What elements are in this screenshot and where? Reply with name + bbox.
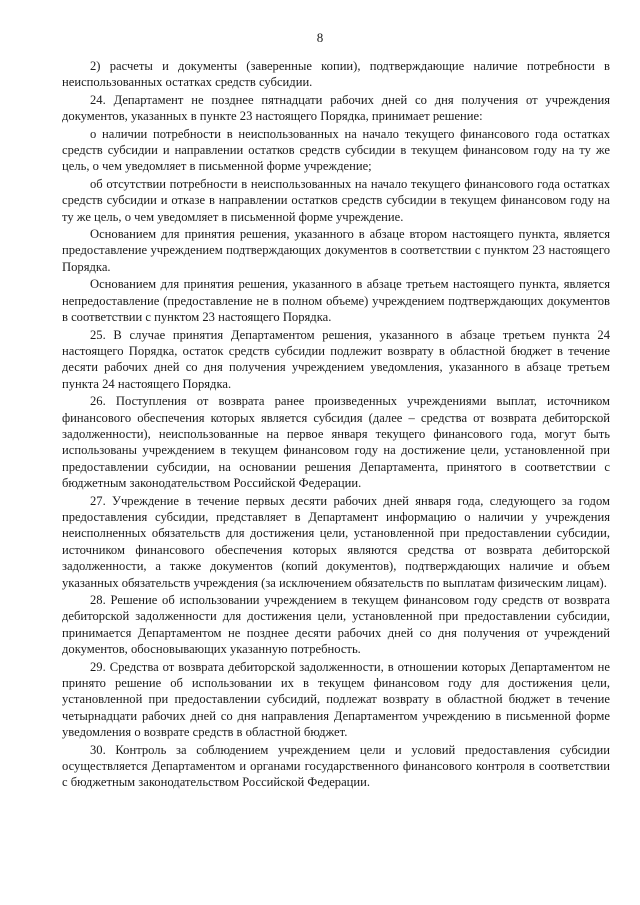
paragraph-clause-24-decision-need: о наличии потребности в неиспользованных на начало текущего финансового года остатках средств субсидии и направлении остатков средств субсидии в текущем финансовом году на ту же цель, о чем уведомляет в письменной форме учреждение; xyxy=(62,126,610,174)
paragraph-clause-26: 26. Поступления от возврата ранее произведенных учреждениями выплат, источником финансового обеспечения которых является субсидия (далее – средства от возврата дебиторской задолженности), неиспользованные на первое января текущего финансового года, могут быть использованы учреждением в текущем финансовом году на достижение цели, установленной при предоставлении субсидии, на основании решения Департамента, принятого в соответствии с бюджетным законодательством Российской Федерации. xyxy=(62,394,610,491)
paragraph-clause-27: 27. Учреждение в течение первых десяти рабочих дней января года, следующего за годом предоставления субсидии, представляет в Департамент информацию о наличии у учреждения неисполненных обязательств для достижения цели, установленной при предоставлении субсидии, источником финансового обеспечения которых являются средства от возврата дебиторской задолженности, а также документов (копий документов), подтверждающих наличие и объем указанных обязательств учреждения (за исключением обязательств по выплатам физическим лицам). xyxy=(62,493,610,590)
paragraph-clause-28: 28. Решение об использовании учреждением в текущем финансовом году средств от возврата дебиторской задолженности для достижения цели, установленной при предоставлении субсидии, принимается Департаментом не позднее десяти рабочих дней со дня получения от учреждений документов, обосновывающих указанную потребность. xyxy=(62,593,610,657)
page-number: 8 xyxy=(316,30,324,45)
paragraph-clause-24-decision-no-need: об отсутствии потребности в неиспользованных на начало текущего финансового года остатках средств субсидии и отказе в направлении остатков средств субсидии в текущем финансовом году на ту же цель, о чем уведомляет в письменной форме учреждение. xyxy=(62,176,610,224)
document-body xyxy=(62,58,610,792)
paragraph-clause-24-basis-second: Основанием для принятия решения, указанного в абзаце втором настоящего пункта, является предоставление учреждением подтверждающих документов в соответствии с пунктом 23 настоящего Порядка. xyxy=(62,227,610,274)
paragraph-clause-24: 24. Департамент не позднее пятнадцати рабочих дней со дня получения от учреждения документов, указанных в пункте 23 настоящего Порядка, принимает решение: xyxy=(62,92,610,124)
paragraph-item-2: 2) расчеты и документы (заверенные копии), подтверждающие наличие потребности в неиспользованных остатках средств субсидии. xyxy=(62,59,610,90)
paragraph-clause-24-basis-third: Основанием для принятия решения, указанного в абзаце третьем настоящего пункта, является непредоставление (предоставление не в полном объеме) учреждением подтверждающих документов в соответствии с пунктом 23 настоящего Порядка. xyxy=(62,277,610,325)
paragraph-clause-25: 25. В случае принятия Департаментом решения, указанного в абзаце третьем пункта 24 настоящего Порядка, остаток средств субсидии подлежит возврату в областной бюджет в течение десяти рабочих дней со дня получения учреждением уведомления, указанного в абзаце третьем пункта 24 настоящего Порядка. xyxy=(62,327,610,391)
paragraph-clause-29: 29. Средства от возврата дебиторской задолженности, в отношении которых Департаментом не принято решение об использовании их в текущем финансовом году для достижения цели, установленной при предоставлении субсидий, подлежат возврату в областной бюджет в течение четырнадцати рабочих дней со дня направления Департаментом учреждению в письменной форме уведомления о возврате средств в областной бюджет. xyxy=(62,659,610,740)
paragraph-clause-30: 30. Контроль за соблюдением учреждением цели и условий предоставления субсидии осуществляется Департаментом и органами государственного финансового контроля в соответствии с бюджетным законодательством Российской Федерации. xyxy=(62,742,610,790)
